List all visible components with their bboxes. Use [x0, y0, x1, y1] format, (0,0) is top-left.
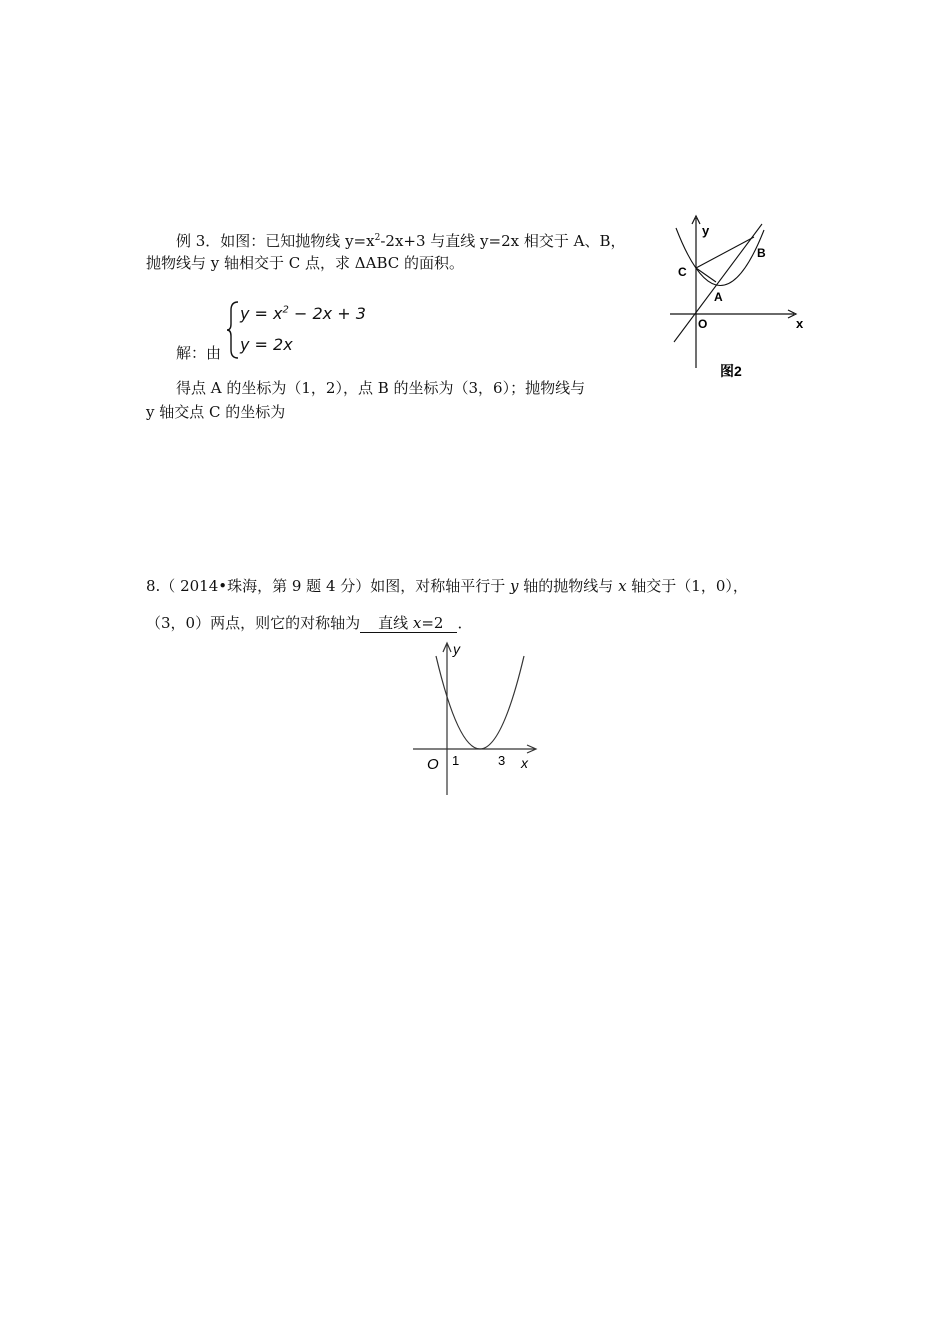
fig2-label-b: B: [757, 246, 766, 260]
fig2-label-o: O: [698, 317, 708, 331]
fig8-tick-1: 1: [452, 753, 460, 768]
fig2-label-a: A: [714, 290, 723, 304]
system-eq1-left: y = x: [240, 304, 283, 323]
system-eq1: [240, 304, 366, 323]
problem8-line1: [146, 576, 748, 596]
figure-problem8: [405, 638, 545, 798]
problem8-line1-c: 轴交于（1，0），: [626, 577, 748, 595]
system-eq1-sup: 2: [282, 304, 289, 316]
fig2-parabola: [676, 228, 764, 286]
fig2-segment-cb: [696, 237, 754, 268]
fig2-label-c: C: [678, 265, 687, 279]
system-eq2: y = 2x: [240, 335, 293, 354]
fig2-label-y: y: [702, 223, 710, 238]
example3-line1: [176, 228, 626, 251]
solution-label: 解：由: [176, 344, 222, 362]
example3-line1-prefix: 例 3．如图：已知抛物线 y=x: [176, 232, 375, 250]
problem8-line1-x: x: [618, 577, 627, 595]
system-eq1-right: − 2x + 3: [288, 304, 366, 323]
problem8-line1-y: y: [510, 577, 519, 595]
result-line2: y 轴交点 C 的坐标为: [146, 403, 286, 421]
problem8-line1-b: 轴的抛物线与: [518, 577, 619, 595]
problem8-answer-blank: [360, 614, 457, 633]
figure-2: [660, 210, 820, 385]
example3-line2: 抛物线与 y 轴相交于 C 点，求 ΔABC 的面积。: [146, 254, 465, 272]
result-line1: 得点 A 的坐标为（1，2），点 B 的坐标为（3，6）；抛物线与: [176, 379, 586, 397]
problem8-line1-a: 8.（ 2014•珠海，第 9 题 4 分）如图，对称轴平行于: [146, 577, 511, 595]
problem8-answer-x: x: [412, 614, 422, 632]
problem8-answer-a: 直线: [378, 614, 413, 632]
fig2-label-x: x: [796, 316, 804, 331]
fig8-parabola: [436, 656, 524, 749]
problem8-line2-end: ．: [457, 614, 473, 632]
fig8-tick-3: 3: [498, 753, 506, 768]
problem8-line2-a: （3，0）两点，则它的对称轴为: [146, 614, 361, 632]
fig2-line: [674, 224, 762, 342]
problem8-answer-b: =2: [421, 614, 444, 632]
fig8-label-x: x: [521, 755, 528, 771]
example3-line1-sup: 2: [374, 233, 381, 243]
problem8-line2: [146, 613, 472, 633]
fig2-caption: 图2: [720, 363, 742, 379]
example3-line1-suffix: -2x+3 与直线 y=2x 相交于 A、B，: [380, 232, 626, 250]
fig8-label-o: O: [427, 756, 439, 773]
fig8-label-y: y: [453, 641, 460, 657]
